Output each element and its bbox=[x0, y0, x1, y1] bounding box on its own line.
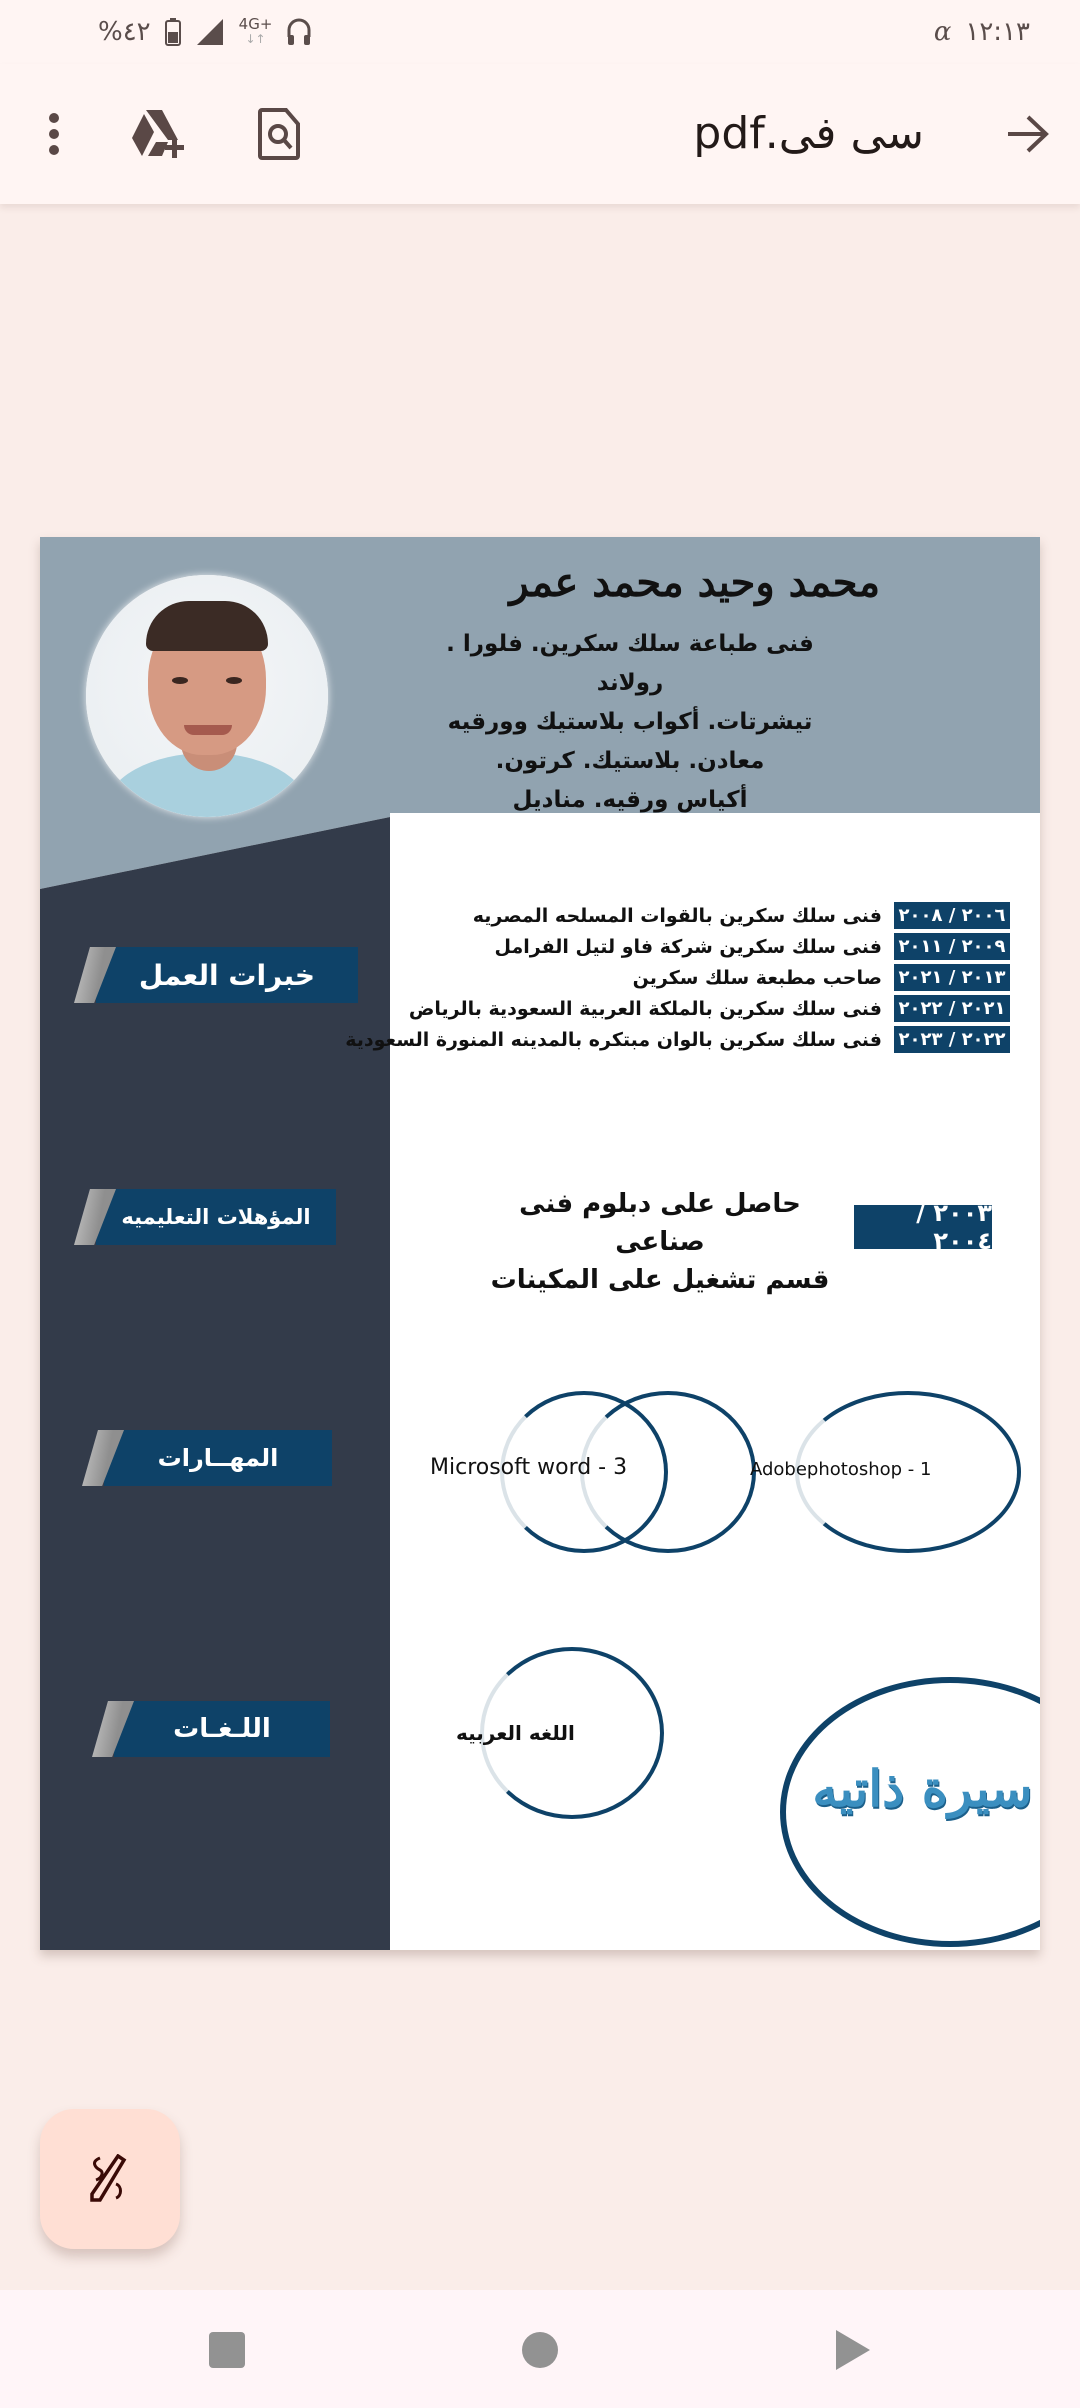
recents-button[interactable] bbox=[197, 2320, 257, 2380]
home-button[interactable] bbox=[510, 2320, 570, 2380]
back-button[interactable] bbox=[996, 102, 1060, 166]
education-text: حاصل على دبلوم فنى صناعى قسم تشغيل على المكينات bbox=[490, 1189, 830, 1295]
clock: ١٢:١٣ bbox=[965, 17, 1030, 47]
experience-dates: ٢٠١٣ / ٢٠٢١ bbox=[894, 964, 1010, 991]
notification-icon: ɑ bbox=[933, 17, 952, 47]
section-education-tag: المؤهلات التعليميه bbox=[96, 1189, 336, 1245]
square-icon bbox=[207, 2330, 247, 2370]
experience-dates: ٢٠٠٩ / ٢٠١١ bbox=[894, 933, 1010, 960]
edit-annotate-icon bbox=[86, 2154, 134, 2204]
skill-circle bbox=[795, 1391, 1021, 1553]
experience-row bbox=[400, 993, 1010, 1024]
battery-icon bbox=[165, 18, 181, 46]
experience-dates: ٢٠٢١ / ٢٠٢٢ bbox=[894, 995, 1010, 1022]
battery-percent: %٤٢ bbox=[98, 17, 151, 47]
status-right bbox=[934, 12, 1030, 52]
section-experience-tag: خبرات العمل bbox=[96, 947, 358, 1003]
experience-row bbox=[400, 900, 1010, 931]
triangle-icon bbox=[832, 2328, 872, 2372]
document-title: سى فى.pdf bbox=[693, 108, 924, 159]
experience-list bbox=[345, 900, 1010, 1055]
add-to-drive-icon bbox=[132, 108, 188, 160]
back-nav-button[interactable] bbox=[822, 2320, 882, 2380]
experience-row bbox=[400, 962, 1010, 993]
skill-item: Microsoft word - 3 bbox=[430, 1455, 628, 1480]
find-in-page-icon bbox=[258, 108, 300, 160]
experience-text: فنى سلك سكرين بالملكة العربية السعودية بالرياض bbox=[408, 997, 882, 1020]
skill-item: Adobephotoshop - 1 bbox=[750, 1459, 932, 1480]
section-languages-tag: اللـغـات bbox=[114, 1701, 330, 1757]
experience-text: صاحب مطبعة سلك سكرين bbox=[632, 966, 882, 989]
status-bar bbox=[0, 0, 1080, 64]
section-skills-tag: المهــارات bbox=[104, 1430, 332, 1486]
circle-icon bbox=[520, 2330, 560, 2370]
headphones-icon bbox=[286, 17, 312, 47]
language-item: اللغه العربيه bbox=[456, 1721, 575, 1745]
pdf-page[interactable] bbox=[40, 537, 1040, 1950]
cv-specialty: فنى طباعة سلك سكرين. فلورا . رولاند تيشرتات. أكواب بلاستيك وورقيه معادن. بلاستيك. كرتون. أكياس ورقيه. مناديل bbox=[446, 631, 814, 813]
experience-dates: ٢٠٠٦ / ٢٠٠٨ bbox=[894, 902, 1010, 929]
experience-text: فنى سلك سكرين بالقوات المسلحه المصريه bbox=[472, 904, 882, 927]
experience-text: فنى سلك سكرين شركة فاو لتيل الفرامل bbox=[494, 935, 882, 958]
add-to-drive-button[interactable] bbox=[128, 102, 192, 166]
cv-title: سيرة ذاتيه bbox=[812, 1759, 1033, 1818]
experience-dates: ٢٠٢٢ / ٢٠٢٣ bbox=[894, 1026, 1010, 1053]
experience-text: فنى سلك سكرين بالوان مبتكره بالمدينه المنورة السعودية bbox=[345, 1028, 882, 1051]
status-left bbox=[98, 12, 312, 52]
arrow-forward-icon bbox=[1006, 114, 1050, 154]
annotate-fab[interactable] bbox=[40, 2109, 180, 2249]
more-vert-icon bbox=[48, 112, 60, 156]
cv-name: محمد وحيد محمد عمر bbox=[509, 559, 880, 606]
experience-row bbox=[400, 931, 1010, 962]
system-nav-bar bbox=[0, 2290, 1080, 2408]
more-options-button[interactable] bbox=[22, 102, 86, 166]
network-4g-icon: 4G+ ↓↑ bbox=[238, 15, 273, 46]
profile-photo bbox=[86, 575, 328, 817]
experience-row bbox=[345, 1024, 1010, 1055]
education-dates: ٢٠٠٣ / ٢٠٠٤ bbox=[854, 1205, 992, 1249]
app-bar bbox=[0, 64, 1080, 204]
search-in-document-button[interactable] bbox=[247, 102, 311, 166]
signal-icon bbox=[195, 17, 225, 47]
